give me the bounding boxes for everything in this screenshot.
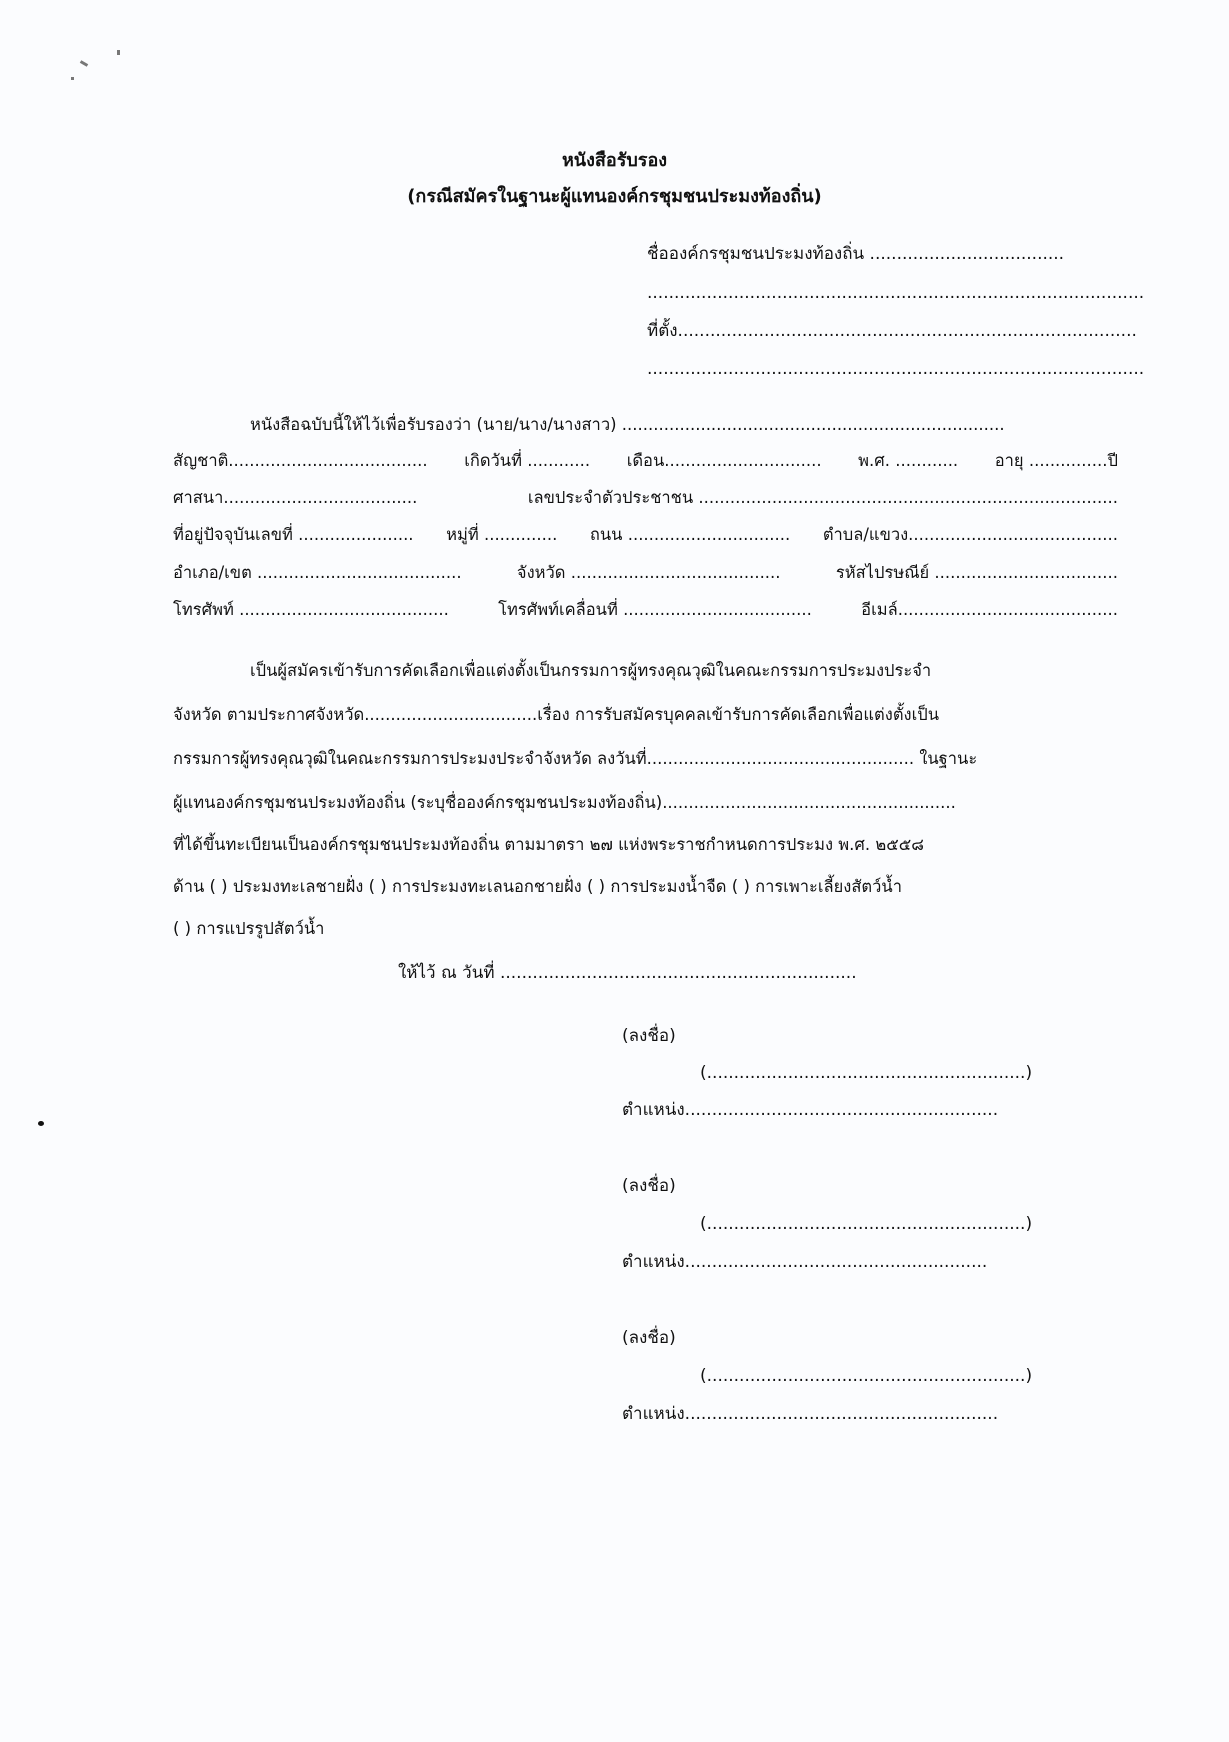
- fishery-type-options: ด้าน ( ) ประมงทะเลชายฝั่ง ( ) การประมงทะเลนอกชายฝั่ง ( ) การประมงน้ำจืด ( ) การเพาะเลี้ยงสัตว์น้ำ: [173, 877, 902, 896]
- given-date-field: ให้ไว้ ณ วันที่ ..................................................................: [398, 963, 857, 983]
- signature-position-3: ตำแหน่ง..........................................................: [622, 1404, 999, 1424]
- signature-label-2: (ลงชื่อ): [622, 1176, 676, 1196]
- info-row-district: [173, 562, 1118, 584]
- nationality-field: สัญชาติ......................................: [173, 451, 428, 470]
- birth-month-field: เดือน..............................: [626, 451, 822, 470]
- scan-speck: [71, 77, 74, 80]
- postal-code-field: รหัสไปรษณีย์ ...................................: [835, 563, 1118, 582]
- signature-name-1: (...........................................................): [700, 1063, 1033, 1083]
- body-line-2: จังหวัด ตามประกาศจังหวัด.................................เรื่อง การรับสมัครบุคคลเข้ารับการคัดเลือกเพื่อแต่งตั้งเป็น: [173, 705, 939, 724]
- signature-position-2: ตำแหน่ง........................................................: [622, 1252, 988, 1272]
- national-id-field: เลขประจำตัวประชาชน ................................................................................: [527, 488, 1118, 507]
- road-field: ถนน ...............................: [589, 525, 791, 544]
- document-subtitle: (กรณีสมัครในฐานะผู้แทนองค์กรชุมชนประมงท้องถิ่น): [407, 186, 822, 207]
- document-title: หนังสือรับรอง: [561, 150, 668, 171]
- org-name-line2: ............................................................................................: [647, 283, 1145, 303]
- signature-name-2: (...........................................................): [700, 1214, 1033, 1234]
- info-row-address: [173, 524, 1118, 546]
- body-line-4: ผู้แทนองค์กรชุมชนประมงท้องถิ่น (ระบุชื่อองค์กรชุมชนประมงท้องถิ่น)........................................................: [173, 793, 956, 812]
- email-field: อีเมล์..........................................: [861, 600, 1118, 619]
- info-row-contact: [173, 599, 1118, 621]
- signature-position-1: ตำแหน่ง..........................................................: [622, 1100, 999, 1120]
- signature-label-1: (ลงชื่อ): [622, 1026, 676, 1046]
- body-line-5: ที่ได้ขึ้นทะเบียนเป็นองค์กรชุมชนประมงท้องถิ่น ตามมาตรา ๒๗ แห่งพระราชกำหนดการประมง พ.ศ. ๒๕๕๘: [173, 835, 924, 854]
- body-line-1: เป็นผู้สมัครเข้ารับการคัดเลือกเพื่อแต่งตั้งเป็นกรรมการผู้ทรงคุณวุฒิในคณะกรรมการประมงประจำ: [250, 661, 932, 680]
- certify-intro: หนังสือฉบับนี้ให้ไว้เพื่อรับรองว่า (นาย/นาง/นางสาว) .........................................................................: [250, 415, 1005, 434]
- house-no-field: ที่อยู่ปัจจุบันเลขที่ ......................: [173, 525, 414, 544]
- birth-day-field: เกิดวันที่ ............: [464, 451, 591, 470]
- phone-field: โทรศัพท์ ........................................: [173, 600, 449, 619]
- signature-name-3: (...........................................................): [700, 1366, 1033, 1386]
- scan-speck: [117, 50, 120, 55]
- signature-label-3: (ลงชื่อ): [622, 1328, 676, 1348]
- birth-year-field: พ.ศ. ............: [858, 451, 959, 470]
- location-line2: ............................................................................................: [647, 359, 1145, 379]
- province-field: จังหวัด ........................................: [516, 563, 781, 582]
- body-line-3: กรรมการผู้ทรงคุณวุฒิในคณะกรรมการประมงประจำจังหวัด ลงวันที่................................................... ในฐานะ: [173, 749, 978, 768]
- mobile-field: โทรศัพท์เคลื่อนที่ ....................................: [498, 600, 812, 619]
- age-field: อายุ ...............ปี: [994, 451, 1118, 470]
- info-row-religion: [173, 487, 1118, 509]
- village-no-field: หมู่ที่ ..............: [446, 525, 558, 544]
- subdistrict-field: ตำบล/แขวง........................................: [822, 525, 1118, 544]
- scan-dot: [38, 1121, 44, 1126]
- scan-speck: [80, 60, 88, 67]
- org-name-field: ชื่อองค์กรชุมชนประมงท้องถิ่น ....................................: [647, 244, 1065, 264]
- location-field: ที่ตั้ง.....................................................................................: [647, 321, 1137, 341]
- religion-field: ศาสนา.....................................: [173, 488, 418, 507]
- district-field: อำเภอ/เขต .......................................: [173, 563, 462, 582]
- fishery-type-processing: ( ) การแปรรูปสัตว์น้ำ: [173, 919, 325, 938]
- info-row-nationality: [173, 450, 1118, 472]
